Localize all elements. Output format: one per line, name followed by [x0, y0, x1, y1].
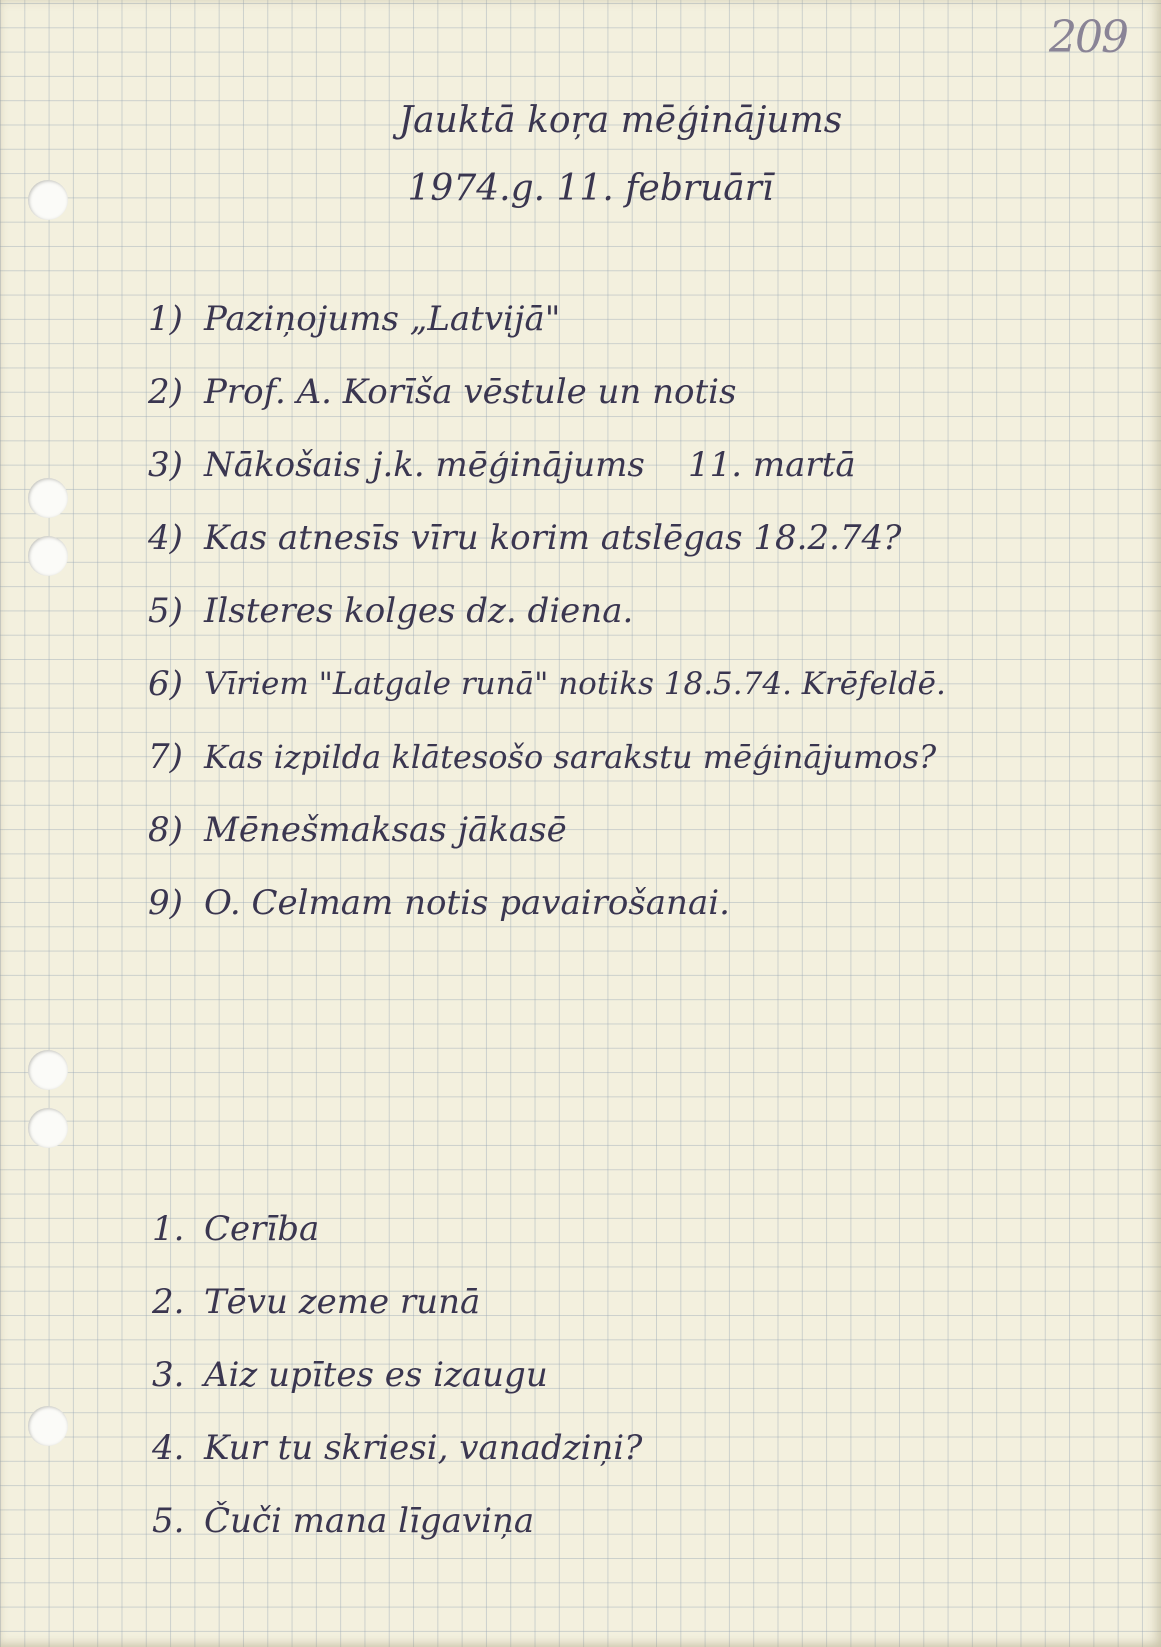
binder-hole: [28, 1406, 68, 1446]
agenda-item-text: Kas izpilda klātesošo sarakstu mēģinājumos?: [204, 737, 937, 776]
agenda-item-number: 2): [148, 371, 183, 412]
agenda-item-number: 8): [148, 809, 183, 850]
song-item: [152, 1265, 642, 1338]
song-item-title: Tēvu zeme runā: [204, 1281, 481, 1322]
agenda-item: [148, 866, 946, 939]
agenda-item-text: O. Celmam notis pavairošanai.: [204, 882, 730, 923]
agenda-item: [148, 574, 946, 647]
song-item: [152, 1338, 642, 1411]
page-date: 1974.g. 11. februārī: [407, 168, 774, 209]
song-item: [152, 1192, 642, 1265]
song-item-title: Cerība: [204, 1208, 320, 1249]
agenda-item-number: 4): [148, 517, 183, 558]
binder-hole: [28, 1050, 68, 1090]
agenda-item: [148, 793, 946, 866]
page-title: Jauktā koŗa mēģinājums: [398, 100, 843, 141]
song-item-number: 5.: [152, 1500, 185, 1541]
agenda-item: [148, 647, 946, 720]
song-item-number: 4.: [152, 1427, 185, 1468]
song-item-title: Kur tu skriesi, vanadziņi?: [204, 1427, 643, 1468]
agenda-item: [148, 355, 946, 428]
agenda-item-text: Ilsteres kolges dz. diena.: [204, 590, 634, 631]
agenda-item-text: Paziņojums „Latvijā": [204, 298, 561, 339]
agenda-item-number: 6): [148, 663, 183, 704]
song-item-number: 1.: [152, 1208, 185, 1249]
binder-hole: [28, 536, 68, 576]
page-number: 209: [1049, 12, 1127, 63]
binder-hole: [28, 478, 68, 518]
agenda-item: [148, 501, 946, 574]
song-item-title: Čuči mana līgaviņa: [204, 1500, 535, 1541]
agenda-item-number: 7): [148, 736, 183, 777]
agenda-item-text: Kas atnesīs vīru korim atslēgas 18.2.74?: [204, 517, 902, 558]
agenda-item-text: Mēnešmaksas jākasē: [204, 809, 567, 850]
agenda-item-text: Prof. A. Korīša vēstule un notis: [204, 371, 737, 412]
song-item: [152, 1411, 642, 1484]
song-item-number: 3.: [152, 1354, 185, 1395]
agenda-item-text: Nākošais j.k. mēģinājums 11. martā: [204, 444, 856, 485]
agenda-item-number: 5): [148, 590, 183, 631]
agenda-item-text: Vīriem "Latgale runā" notiks 18.5.74. Krēfeldē.: [204, 665, 946, 702]
agenda-item: [148, 282, 946, 355]
song-item: [152, 1484, 642, 1557]
agenda-item: [148, 428, 946, 501]
agenda-item-number: 9): [148, 882, 183, 923]
song-item-title: Aiz upītes es izaugu: [204, 1354, 548, 1395]
song-item-number: 2.: [152, 1281, 185, 1322]
agenda-item-number: 3): [148, 444, 183, 485]
binder-hole: [28, 1108, 68, 1148]
song-list: [152, 1192, 642, 1557]
agenda-item-number: 1): [148, 298, 183, 339]
agenda-item: [148, 720, 946, 793]
agenda-list: [148, 282, 946, 939]
